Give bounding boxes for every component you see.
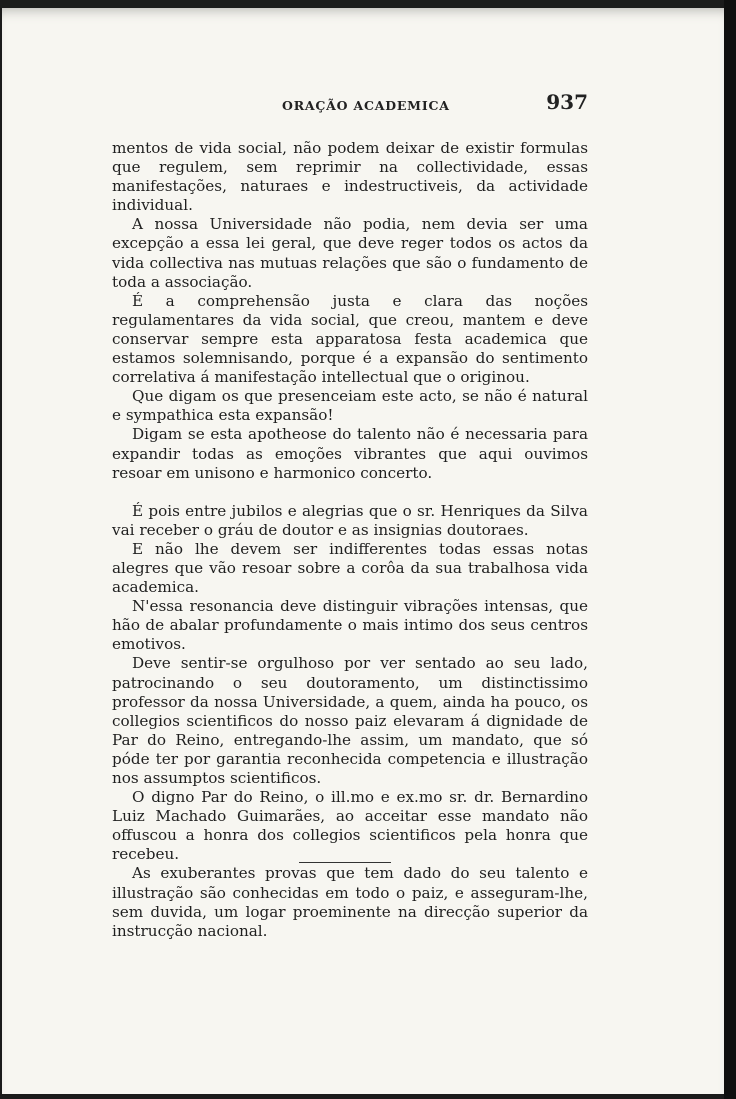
paragraph: E não lhe devem ser indifferentes todas essas notas alegres que vão resoar sobre a corôa da sua trabalhosa vida academica. bbox=[112, 539, 588, 597]
paragraph: É pois entre jubilos e alegrias que o sr. Henriques da Silva vai receber o gráu de doutor e as insignias doutoraes. bbox=[112, 501, 588, 539]
paragraph: Que digam os que presenceiam este acto, se não é natural e sympathica esta expansão! bbox=[112, 387, 588, 425]
paragraph: Digam se esta apotheose do talento não é necessaria para expandir todas as emoções vibrantes que aqui ouvimos resoar em unisono e harmonico concerto. bbox=[112, 425, 588, 482]
paragraph: mentos de vida social, não podem deixar de existir formulas que regulem, sem reprimir na collectividade, essas manifestações, naturaes e indestructiveis, da actividade individual. bbox=[112, 139, 588, 215]
body-text bbox=[112, 139, 588, 941]
paragraph: A nossa Universidade não podia, nem devia ser uma excepção a essa lei geral, que deve reger todos os actos da vida collectiva nas mutuas relações que são o fundamento de toda a associação. bbox=[112, 215, 588, 291]
page-number: 937 bbox=[546, 90, 588, 114]
running-title: ORAÇÃO ACADEMICA bbox=[282, 98, 450, 113]
section-divider-rule bbox=[299, 862, 391, 863]
paragraph: As exuberantes provas que tem dado do seu talento e illustração são conhecidas em todo o paiz, e asseguram-lhe, sem duvida, um logar proeminente na direcção superior da instrucção nacional. bbox=[112, 864, 588, 940]
paragraph: Deve sentir-se orgulhoso por ver sentado ao seu lado, patrocinando o seu doutoramento, um distinctissimo professor da nossa Universidade, a quem, ainda ha pouco, os collegios scientificos do nosso paiz elevaram á dignidade de Par do Reino, entregando-lhe assim, um mandato, que só póde ter por garantia reconhecida competencia e illustração nos assumptos scientificos. bbox=[112, 654, 588, 787]
paragraph: O digno Par do Reino, o ill.mo e ex.mo sr. dr. Bernardino Luiz Machado Guimarães, ao acceitar esse mandato não offuscou a honra dos collegios scientificos pela honra que recebeu. bbox=[112, 788, 588, 864]
paragraph: É a comprehensão justa e clara das noções regulamentares da vida social, que creou, mantem e deve conservar sempre esta apparatosa festa academica que estamos solemnisando, porque é a expansão do sentimento correlativa á manifestação intellectual que o originou. bbox=[112, 291, 588, 387]
paragraph: N'essa resonancia deve distinguir vibrações intensas, que hão de abalar profundamente o mais intimo dos seus centros emotivos. bbox=[112, 597, 588, 654]
book-page bbox=[2, 8, 724, 1094]
page-header bbox=[110, 90, 590, 120]
scan-border bbox=[724, 0, 736, 1099]
section-gap bbox=[112, 483, 588, 502]
